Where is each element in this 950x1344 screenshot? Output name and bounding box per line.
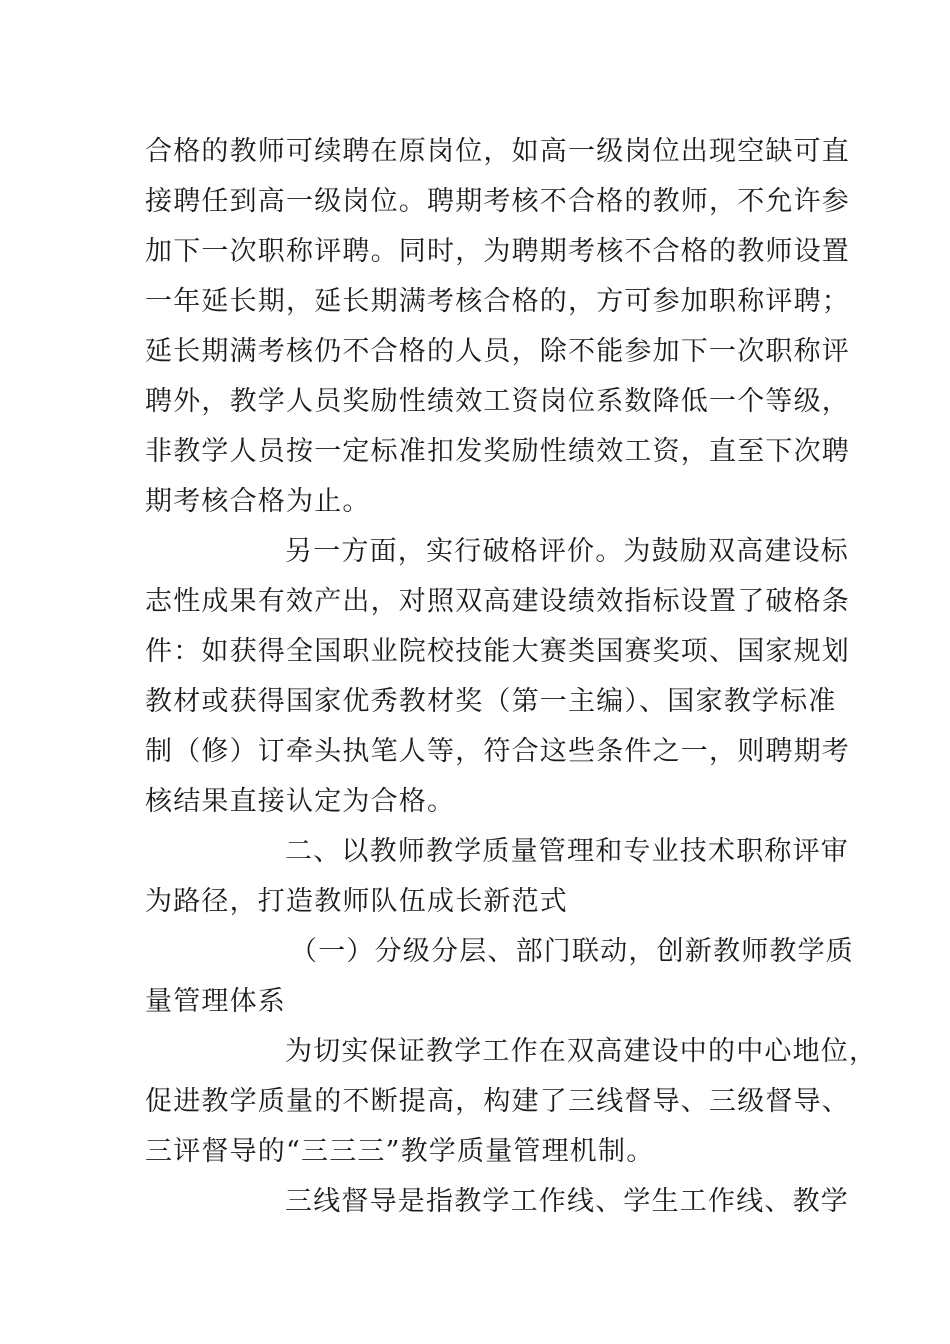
paragraph-start: 为切实保证教学工作在双高建设中的中心地位， bbox=[285, 1036, 878, 1067]
section-heading-continued: 为路径，打造教师队伍成长新范式 bbox=[145, 886, 568, 917]
section-heading: 二、以教师教学质量管理和专业技术职称评审 bbox=[285, 836, 849, 867]
paragraph-start: 三线督导是指教学工作线、学生工作线、教学 bbox=[285, 1186, 849, 1217]
text-line: 接聘任到高一级岗位。聘期考核不合格的教师，不允许参 bbox=[145, 186, 850, 217]
text-line: 聘外，教学人员奖励性绩效工资岗位系数降低一个等级， bbox=[145, 386, 850, 417]
text-line: 教材或获得国家优秀教材奖（第一主编）、国家教学标准 bbox=[145, 686, 837, 717]
paragraph-start: 另一方面，实行破格评价。为鼓励双高建设标 bbox=[285, 536, 849, 567]
text-line: 延长期满考核仍不合格的人员，除不能参加下一次职称评 bbox=[145, 336, 850, 367]
text-line: 志性成果有效产出，对照双高建设绩效指标设置了破格条 bbox=[145, 586, 850, 617]
text-line: 件：如获得全国职业院校技能大赛类国赛奖项、国家规划 bbox=[145, 636, 850, 667]
subsection-heading-continued: 量管理体系 bbox=[145, 986, 286, 1017]
text-line: 核结果直接认定为合格。 bbox=[145, 786, 456, 817]
text-line: 一年延长期，延长期满考核合格的，方可参加职称评聘； bbox=[145, 286, 850, 317]
text-line: 制（修）订牵头执笔人等，符合这些条件之一，则聘期考 bbox=[145, 736, 850, 767]
text-line: 非教学人员按一定标准扣发奖励性绩效工资，直至下次聘 bbox=[145, 436, 850, 467]
text-line: 合格的教师可续聘在原岗位，如高一级岗位出现空缺可直 bbox=[145, 136, 850, 167]
subsection-heading: （一）分级分层、部门联动，创新教师教学质 bbox=[290, 936, 854, 967]
text-line: 促进教学质量的不断提高，构建了三线督导、三级督导、 bbox=[145, 1086, 850, 1117]
text-line: 三评督导的“三三三”教学质量管理机制。 bbox=[145, 1136, 655, 1167]
text-line: 加下一次职称评聘。同时，为聘期考核不合格的教师设置 bbox=[145, 236, 850, 267]
text-line: 期考核合格为止。 bbox=[145, 486, 371, 517]
